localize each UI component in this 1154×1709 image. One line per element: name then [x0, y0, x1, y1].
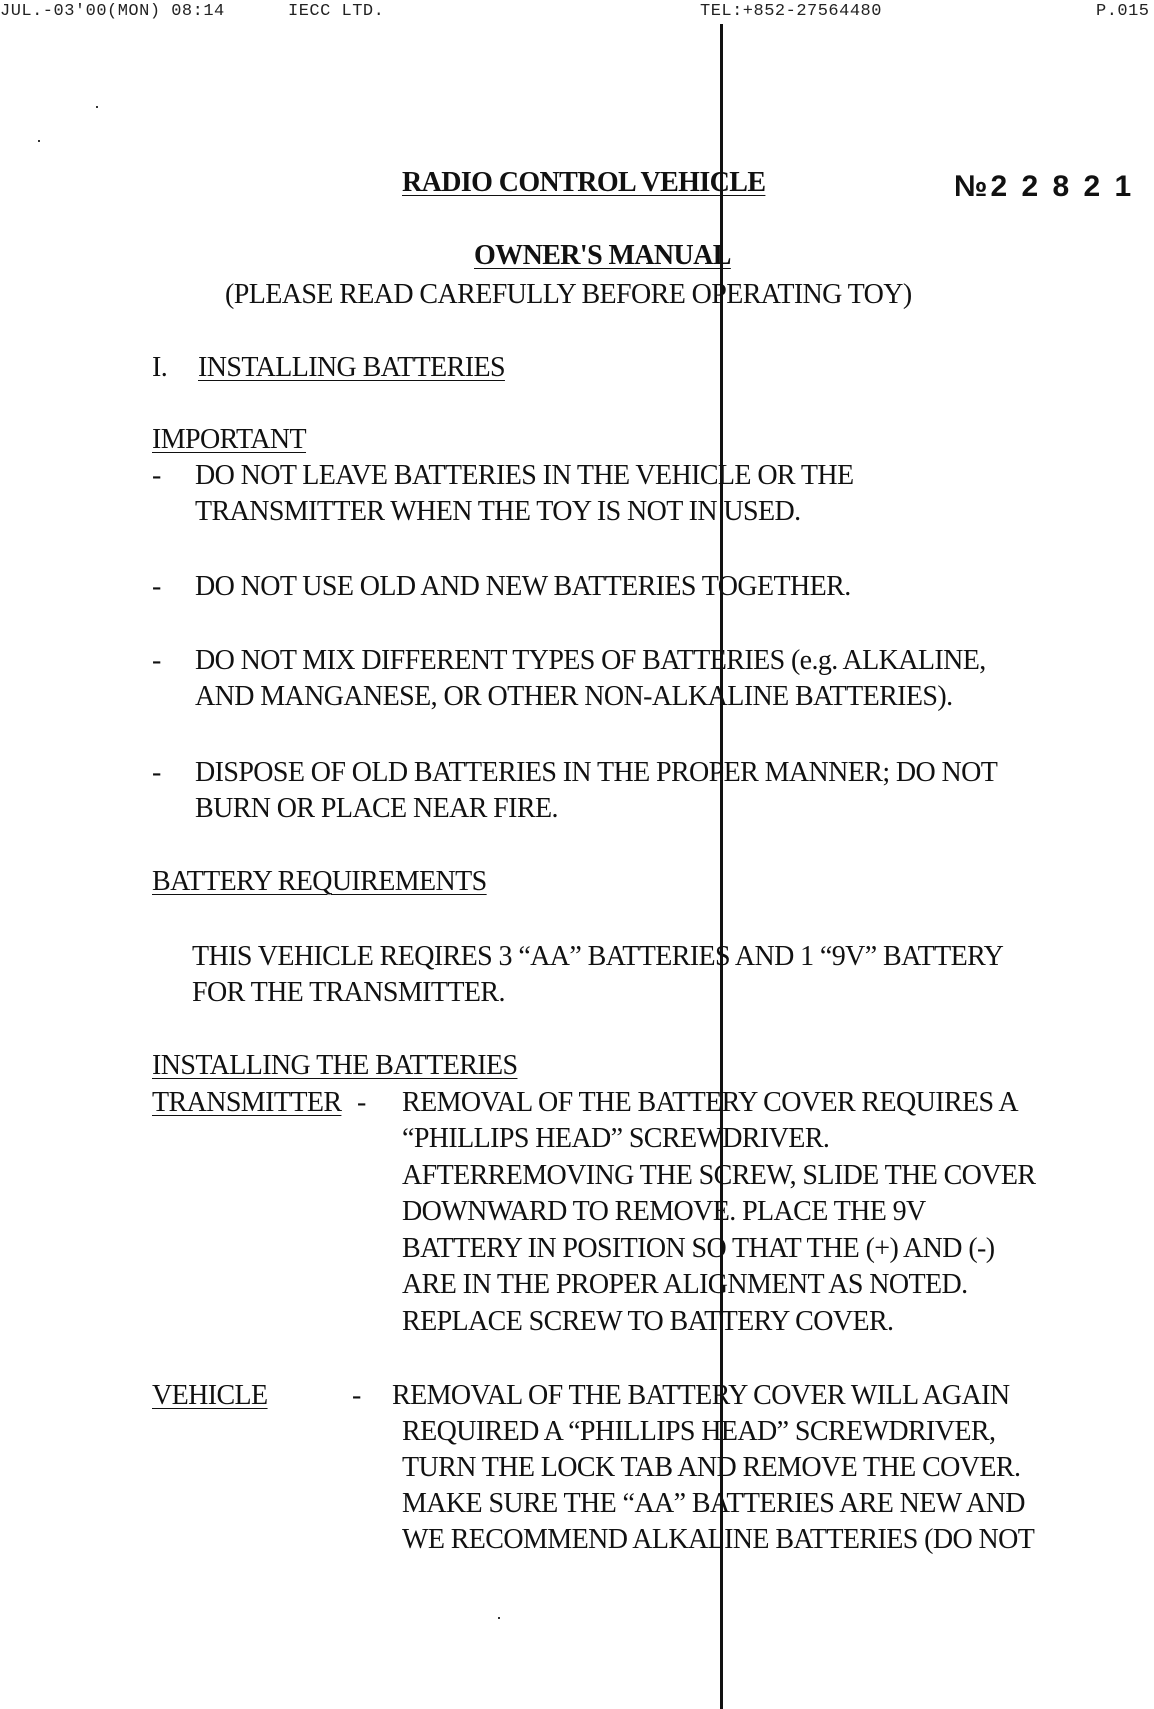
- vehicle-line: MAKE SURE THE “AA” BATTERIES ARE NEW AND: [402, 1488, 1025, 1519]
- bullet-dash: -: [152, 757, 161, 788]
- vehicle-dash: -: [352, 1380, 361, 1411]
- warning-line: BURN OR PLACE NEAR FIRE.: [195, 793, 558, 824]
- transmitter-line: REMOVAL OF THE BATTERY COVER REQUIRES A: [402, 1087, 1018, 1118]
- transmitter-line: “PHILLIPS HEAD” SCREWDRIVER.: [402, 1123, 830, 1154]
- bullet-dash: -: [152, 645, 161, 676]
- bullet-dash: -: [152, 460, 161, 491]
- warning-line: TRANSMITTER WHEN THE TOY IS NOT IN USED.: [195, 496, 801, 527]
- read-instruction: (PLEASE READ CAREFULLY BEFORE OPERATING TOY): [225, 279, 912, 310]
- bullet-dash: -: [152, 571, 161, 602]
- scan-speck: [38, 140, 40, 142]
- transmitter-line: DOWNWARD TO REMOVE. PLACE THE 9V: [402, 1196, 926, 1227]
- vehicle-line: TURN THE LOCK TAB AND REMOVE THE COVER.: [402, 1452, 1021, 1483]
- serial-number: №2 2 8 2 1: [954, 170, 1135, 203]
- transmitter-label: TRANSMITTER: [152, 1087, 342, 1118]
- warning-line: DISPOSE OF OLD BATTERIES IN THE PROPER MANNER; DO NOT: [195, 757, 998, 788]
- fax-page-number: P.015: [1096, 2, 1150, 21]
- scan-speck: [96, 106, 98, 108]
- vehicle-line: REMOVAL OF THE BATTERY COVER WILL AGAIN: [392, 1380, 1010, 1411]
- fax-header: [0, 2, 1154, 26]
- warning-line: AND MANGANESE, OR OTHER NON-ALKALINE BATTERIES).: [195, 681, 953, 712]
- fax-telephone: TEL:+852-27564480: [700, 2, 882, 21]
- transmitter-line: ARE IN THE PROPER ALIGNMENT AS NOTED.: [402, 1269, 968, 1300]
- transmitter-line: BATTERY IN POSITION SO THAT THE (+) AND (-): [402, 1233, 995, 1264]
- vehicle-label: VEHICLE: [152, 1380, 268, 1411]
- fax-sender: IECC LTD.: [288, 2, 385, 21]
- fax-date-time: JUL.-03'00(MON) 08:14: [0, 2, 225, 21]
- installing-heading: INSTALLING THE BATTERIES: [152, 1050, 518, 1081]
- battery-requirements-heading: BATTERY REQUIREMENTS: [152, 866, 487, 897]
- transmitter-line: AFTERREMOVING THE SCREW, SLIDE THE COVER: [402, 1160, 1036, 1191]
- important-heading: IMPORTANT: [152, 424, 307, 455]
- vehicle-line: WE RECOMMEND ALKALINE BATTERIES (DO NOT: [402, 1524, 1035, 1555]
- vehicle-line: REQUIRED A “PHILLIPS HEAD” SCREWDRIVER,: [402, 1416, 996, 1447]
- section-title: INSTALLING BATTERIES: [198, 352, 505, 383]
- document-title: RADIO CONTROL VEHICLE: [402, 167, 766, 198]
- warning-line: DO NOT USE OLD AND NEW BATTERIES TOGETHER.: [195, 571, 851, 602]
- battery-requirements-line: THIS VEHICLE REQIRES 3 “AA” BATTERIES AND 1 “9V” BATTERY: [192, 941, 1004, 972]
- section-number: I.: [152, 352, 168, 383]
- scan-speck: [498, 1617, 500, 1619]
- warning-line: DO NOT LEAVE BATTERIES IN THE VEHICLE OR THE: [195, 460, 854, 491]
- transmitter-dash: -: [357, 1087, 366, 1118]
- transmitter-line: REPLACE SCREW TO BATTERY COVER.: [402, 1306, 894, 1337]
- warning-line: DO NOT MIX DIFFERENT TYPES OF BATTERIES (e.g. ALKALINE,: [195, 645, 986, 676]
- battery-requirements-line: FOR THE TRANSMITTER.: [192, 977, 505, 1008]
- manual-subtitle: OWNER'S MANUAL: [474, 240, 731, 271]
